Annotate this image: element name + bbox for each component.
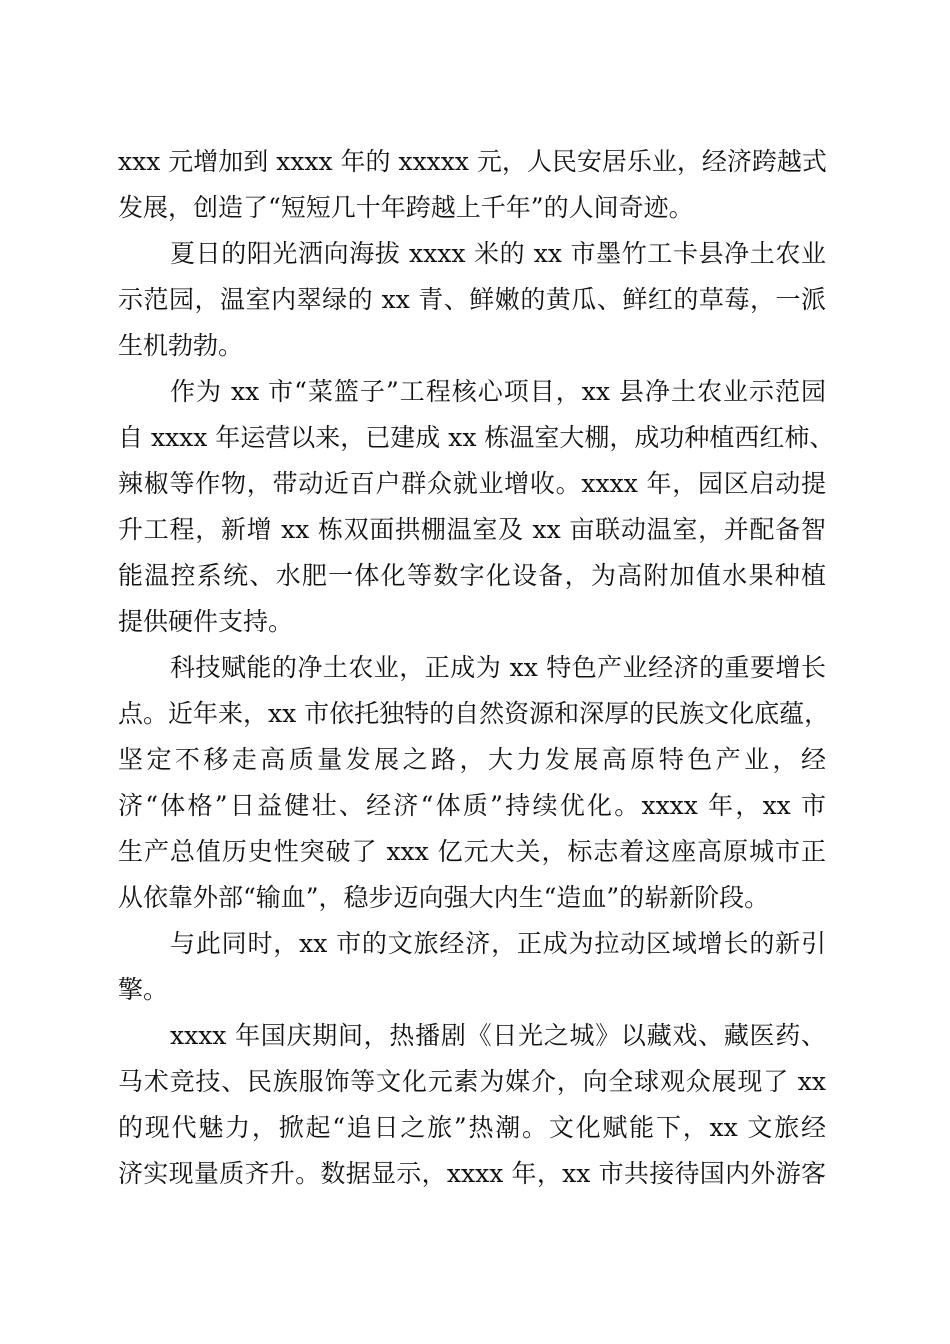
body-text xyxy=(118,139,835,1197)
text-line: xxx 元增加到 xxxx 年的 xxxxx 元，人民安居乐业，经济跨越式 xyxy=(118,147,827,176)
text-line: 作为 xx 市“菜篮子”工程核心项目，xx 县净土农业示范园 xyxy=(170,377,826,406)
text-line: 擎。 xyxy=(118,975,169,1004)
text-line: 示范园，温室内翠绿的 xx 青、鲜嫩的黄瓜、鲜红的草莓，一派 xyxy=(118,285,826,314)
text-line: 的现代魅力，掀起“追日之旅”热潮。文化赋能下，xx 文旅经 xyxy=(118,1113,826,1142)
text-line: 升工程，新增 xx 栋双面拱棚温室及 xx 亩联动温室，并配备智 xyxy=(118,515,826,544)
text-line: 济实现量质齐升。数据显示，xxxx 年，xx 市共接待国内外游客 xyxy=(118,1159,826,1188)
text-line: xxxx 年国庆期间，热播剧《日光之城》以藏戏、藏医药、 xyxy=(170,1021,826,1050)
text-line: 生产总值历史性突破了 xxx 亿元大关，标志着这座高原城市正 xyxy=(118,837,826,866)
text-line: 从依靠外部“输血”，稳步迈向强大内生“造血”的崭新阶段。 xyxy=(118,883,770,912)
text-line: 发展，创造了“短短几十年跨越上千年”的人间奇迹。 xyxy=(118,193,694,222)
text-line: 自 xxxx 年运营以来，已建成 xx 栋温室大棚，成功种植西红柿、 xyxy=(118,423,835,452)
text-line: 生机勃勃。 xyxy=(118,331,244,360)
text-line: 辣椒等作物，带动近百户群众就业增收。xxxx 年，园区启动提 xyxy=(118,469,826,498)
text-line: 济“体格”日益健壮、经济“体质”持续优化。xxxx 年，xx 市 xyxy=(118,791,826,820)
text-line: 提供硬件支持。 xyxy=(118,607,294,636)
text-line: 能温控系统、水肥一体化等数字化设备，为高附加值水果种植 xyxy=(118,561,826,590)
text-line: 与此同时，xx 市的文旅经济，正成为拉动区域增长的新引 xyxy=(170,929,826,958)
text-line: 科技赋能的净土农业，正成为 xx 特色产业经济的重要增长 xyxy=(170,653,826,682)
text-line: 点。近年来，xx 市依托独特的自然资源和深厚的民族文化底蕴， xyxy=(118,699,830,728)
text-line: 马术竞技、民族服饰等文化元素为媒介，向全球观众展现了 xx xyxy=(118,1067,826,1096)
text-line: 坚定不移走高质量发展之路，大力发展高原特色产业，经 xyxy=(118,745,826,774)
text-line: 夏日的阳光洒向海拔 xxxx 米的 xx 市墨竹工卡县净土农业 xyxy=(170,239,826,268)
